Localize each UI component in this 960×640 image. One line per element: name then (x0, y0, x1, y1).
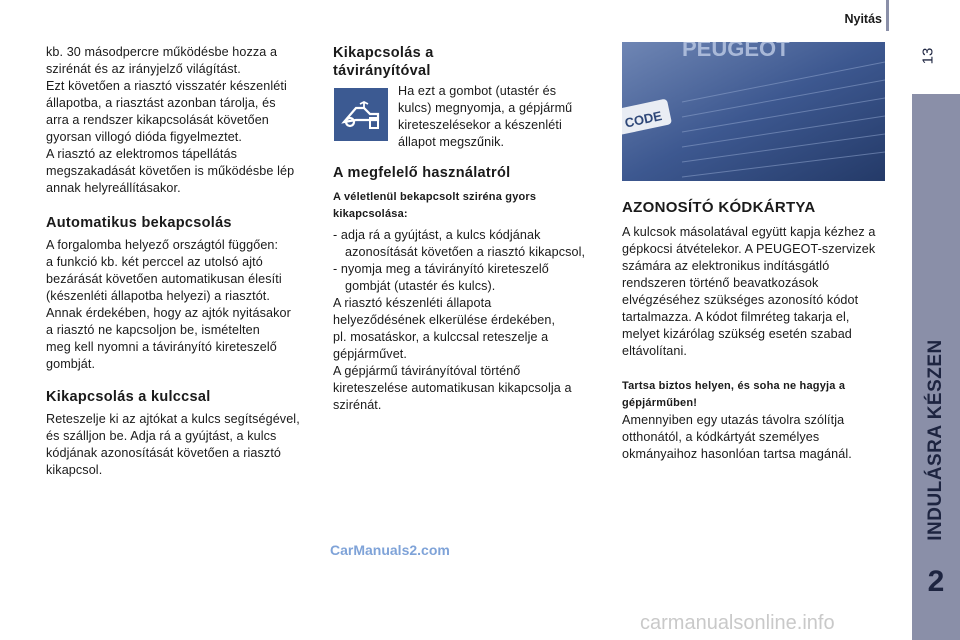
code-card-title: AZONOSÍTÓ KÓDKÁRTYA (622, 199, 816, 216)
remote-unlock-icon (334, 88, 388, 141)
page-number: 13 (919, 47, 937, 65)
section-header: Nyitás (844, 12, 882, 26)
key-disarm-title: Kikapcsolás a kulccsal (46, 389, 211, 405)
watermark-carmanualsonline: carmanualsonline.info (640, 612, 835, 634)
keep-safe-text: Amennyiben egy utazás távolra szólítja otthonától, a kódkártyát személyes okmányaihoz hasonlóan tartsa magánál. (622, 413, 852, 461)
remote-disarm-text: Ha ezt a gombot (utastér és kulcs) megnyomja, a gépjármű kireteszelésekor a készenléti állapot megszűnik. (398, 84, 573, 149)
column-1 (46, 44, 326, 479)
column-2 (333, 44, 603, 80)
photo-code-label: CODE (623, 108, 664, 131)
bullet-ignition: - adja rá a gyújtást, a kulcs kódjának azonosítását követően a riasztó kikapcsol, (333, 228, 586, 259)
usage-section (333, 165, 605, 414)
auto-arming-text: A forgalomba helyező országtól függően: a funkció kb. két perccel az utolsó ajtó bezárását követően automatikusan élesíti (készenléti állapotba helyezi) a riasztót. Annak érdekében, hogy az ajtók nyitásakor a riasztó ne kapcsoljon be, ismételten meg kell nyomni a távirányító kireteszelő gombját. (46, 238, 291, 371)
chapter-title: INDULÁSRA KÉSZEN (925, 339, 946, 541)
bullet-remote-button: - nyomja meg a távirányító kireteszelő gombját (utastér és kulcs). (333, 262, 549, 293)
accidental-siren-subtitle: A véletlenül bekapcsolt sziréna gyors kikapcsolása: (333, 191, 537, 220)
photo-brand-label: PEUGEOT (682, 42, 790, 61)
usage-title: A megfelelő használatról (333, 165, 511, 181)
watermark-carmanuals: CarManuals2.com (330, 542, 450, 558)
column-3 (622, 199, 900, 463)
key-disarm-text: Reteszelje ki az ajtókat a kulcs segítségével, és szálljon be. Adja rá a gyújtást, a kulcs kódjának azonosítását követően a riasztó kikapcsol. (46, 412, 300, 477)
header-accent-line (886, 0, 889, 31)
code-card-text: A kulcsok másolatával együtt kapja kézhez a gépkocsi átvételekor. A PEUGEOT-szervizek számára az elektronikus indításgátló rendszeren történő beavatkozások elvégzéséhez szükséges azonosító kódot tartalmazza. A kódot filmréteg takarja el, melyet kizárólag szükség esetén szabad eltávolítani. (622, 225, 876, 358)
auto-arming-title: Automatikus bekapcsolás (46, 215, 232, 231)
usage-text: - adja rá a gyújtást, a kulcs kódjának azonosítását követően a riasztó kikapcsol, - nyomja meg a távirányító kireteszelő gombját (utastér és kulcs). A riasztó készenléti állapota helyeződésének elkerülése érdekében, pl. mosatáskor, a kulccsal reteszelje a gépjárművet. A gépjármű távirányítóval történő kireteszelése automatikusan kikapcsolja a szirénát. (333, 227, 605, 414)
keep-safe-subtitle: Tartsa biztos helyen, és soha ne hagyja a gépjárműben! (622, 380, 846, 409)
remote-disarm-title: Kikapcsolás a távirányítóval (333, 45, 434, 79)
intro-paragraph: kb. 30 másodpercre működésbe hozza a szirénát és az irányjelző világítást. Ezt követően a riasztó visszatér készenléti állapotba, a riasztást azonban tárolja, és arra a rendszer kikapcsolását követően gyorsan villogó dióda figyelmeztet. A riasztó az elektromos tápellátás megszakadását követően is működésbe lép annak helyreállításakor. (46, 45, 295, 195)
code-card-photo (622, 42, 885, 181)
chapter-number: 2 (927, 565, 945, 598)
